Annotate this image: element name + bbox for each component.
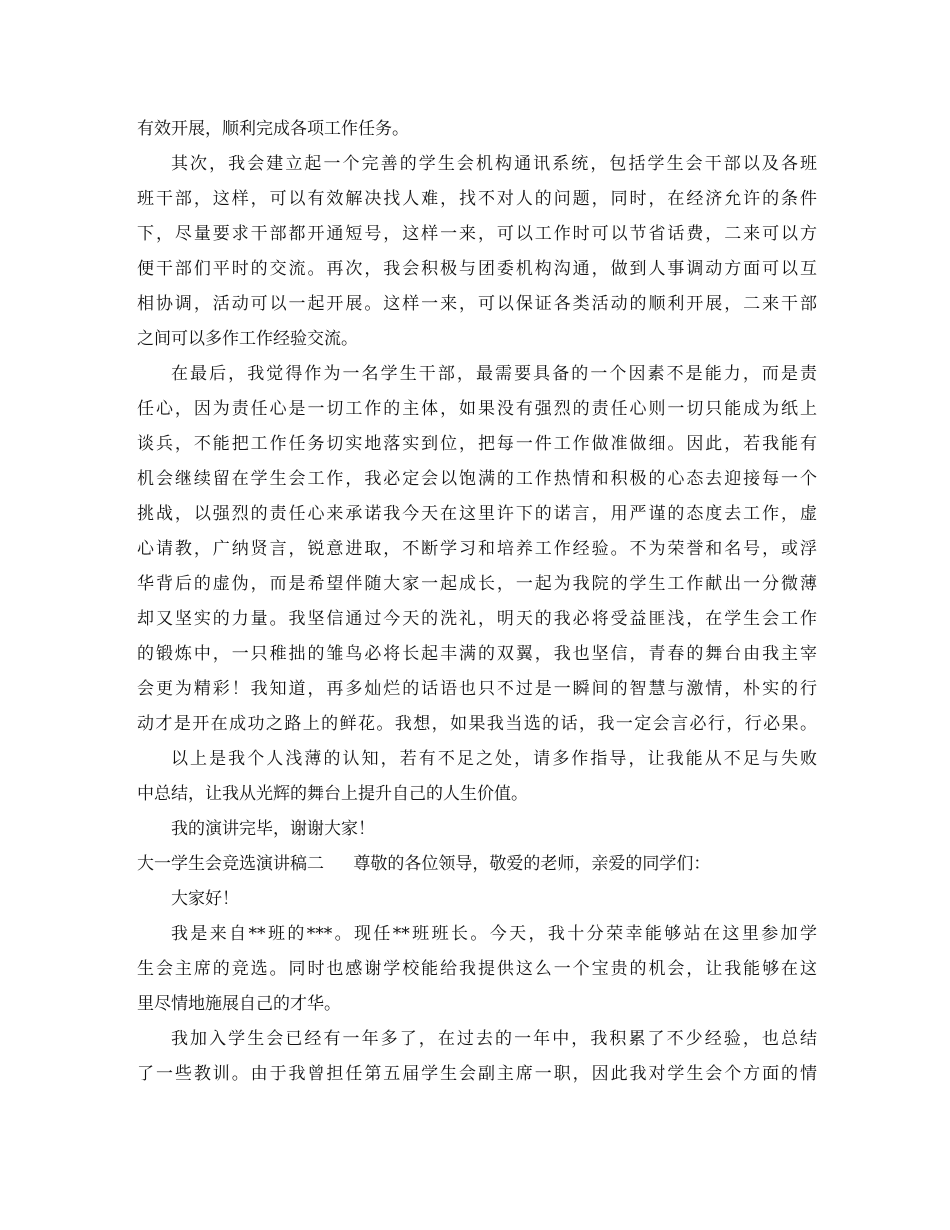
text-line: 任心，因为责任心是一切工作的主体，如果没有强烈的责任心则一切只能成为纸上 <box>137 399 817 419</box>
text-line: 会更为精彩！我知道，再多灿烂的话语也只不过是一瞬间的智慧与激情，朴实的行 <box>137 679 817 699</box>
text-line: 下，尽量要求干部都开通短号，这样一来，可以工作时可以节省话费，二来可以方 <box>137 224 817 244</box>
text-line: 里尽情地施展自己的才华。 <box>137 994 341 1014</box>
document-page <box>137 112 817 1092</box>
text-line: 相协调，活动可以一起开展。这样一来，可以保证各类活动的顺利开展，二来干部 <box>137 294 817 314</box>
paragraph-1 <box>137 112 817 147</box>
speech-title: 大一学生会竞选演讲稿二 <box>137 854 324 874</box>
text-line: 心请教，广纳贤言，锐意进取，不断学习和培养工作经验。不为荣誉和名号，或浮 <box>137 539 817 559</box>
paragraph-4 <box>137 742 817 812</box>
text-line: 在最后，我觉得作为一名学生干部，最需要具备的一个因素不是能力，而是责 <box>171 364 817 384</box>
text-line: 有效开展，顺利完成各项工作任务。 <box>137 119 409 139</box>
text-line: 生会主席的竞选。同时也感谢学校能给我提供这么一个宝贵的机会，让我能够在这 <box>137 959 817 979</box>
paragraph-6 <box>137 882 817 917</box>
text-line: 我是来自**班的***。现任**班班长。今天，我十分荣幸能够站在这里参加学 <box>171 924 817 944</box>
paragraph-5 <box>137 812 817 847</box>
salutation: 尊敬的各位领导，敬爱的老师，亲爱的同学们： <box>353 854 711 874</box>
text-line: 我的演讲完毕，谢谢大家！ <box>171 819 375 839</box>
paragraph-3 <box>137 357 817 742</box>
text-line: 华背后的虚伪，而是希望伴随大家一起成长，一起为我院的学生工作献出一分微薄 <box>137 574 817 594</box>
text-line: 的锻炼中，一只稚拙的雏鸟必将长起丰满的双翼，我也坚信，青春的舞台由我主宰 <box>137 644 817 664</box>
title-row <box>137 847 817 882</box>
text-line: 机会继续留在学生会工作，我必定会以饱满的工作热情和积极的心态去迎接每一个 <box>137 469 817 489</box>
text-line: 中总结，让我从光辉的舞台上提升自己的人生价值。 <box>137 784 528 804</box>
text-line: 动才是开在成功之路上的鲜花。我想，如果我当选的话，我一定会言必行，行必果。 <box>137 714 817 734</box>
text-line: 挑战，以强烈的责任心来承诺我今天在这里许下的诺言，用严谨的态度去工作，虚 <box>137 504 817 524</box>
paragraph-8 <box>137 1022 817 1092</box>
text-line: 却又坚实的力量。我坚信通过今天的洗礼，明天的我必将受益匪浅，在学生会工作 <box>137 609 817 629</box>
text-line: 之间可以多作工作经验交流。 <box>137 329 358 349</box>
text-line: 以上是我个人浅薄的认知，若有不足之处，请多作指导，让我能从不足与失败 <box>171 749 817 769</box>
text-line: 谈兵，不能把工作任务切实地落实到位，把每一件工作做准做细。因此，若我能有 <box>137 434 817 454</box>
text-line: 班干部，这样，可以有效解决找人难，找不对人的问题，同时，在经济允许的条件 <box>137 189 817 209</box>
text-line: 大家好！ <box>171 889 239 909</box>
paragraph-7 <box>137 917 817 1022</box>
paragraph-2 <box>137 147 817 357</box>
text-line: 我加入学生会已经有一年多了，在过去的一年中，我积累了不少经验，也总结 <box>171 1029 817 1049</box>
text-line: 了一些教训。由于我曾担任第五届学生会副主席一职，因此我对学生会个方面的情 <box>137 1064 817 1084</box>
text-line: 便干部们平时的交流。再次，我会积极与团委机构沟通，做到人事调动方面可以互 <box>137 259 817 279</box>
text-line: 其次，我会建立起一个完善的学生会机构通讯系统，包括学生会干部以及各班 <box>171 154 817 174</box>
